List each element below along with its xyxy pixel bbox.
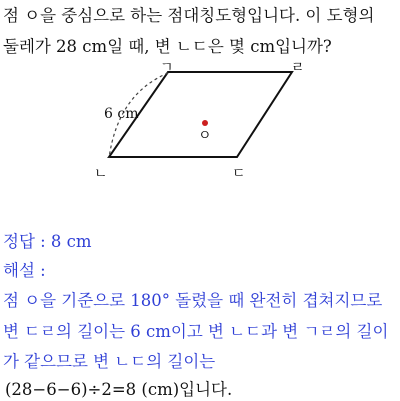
side-length-label: 6 cm [104, 106, 139, 122]
answer-line: 정답 : 8 cm [3, 232, 92, 251]
explanation-heading: 해설 : [3, 261, 46, 280]
explanation-line-1: 점 ㅇ을 기준으로 180° 돌렸을 때 완전히 겹쳐지므로 [3, 291, 383, 310]
explanation-line-4: (28−6−6)÷2=8 (cm)입니다. [5, 380, 233, 399]
explanation-line-3: 가 같으므로 변 ㄴㄷ의 길이는 [3, 352, 216, 371]
center-dot [202, 120, 208, 126]
vertex-label-bottom-left: ㄴ [94, 166, 108, 182]
parallelogram-figure [90, 60, 305, 182]
center-label: ㅇ [198, 128, 212, 144]
vertex-label-bottom-right: ㄷ [232, 166, 246, 182]
vertex-label-top-right: ㄹ [291, 60, 305, 76]
vertex-label-top-left: ㄱ [160, 60, 174, 76]
question-line-1: 점 ㅇ을 중심으로 하는 점대칭도형입니다. 이 도형의 [3, 6, 375, 25]
explanation-line-2: 변 ㄷㄹ의 길이는 6 cm이고 변 ㄴㄷ과 변 ㄱㄹ의 길이 [3, 322, 389, 341]
question-line-2: 둘레가 28 cm일 때, 변 ㄴㄷ은 몇 cm입니까? [3, 37, 332, 56]
